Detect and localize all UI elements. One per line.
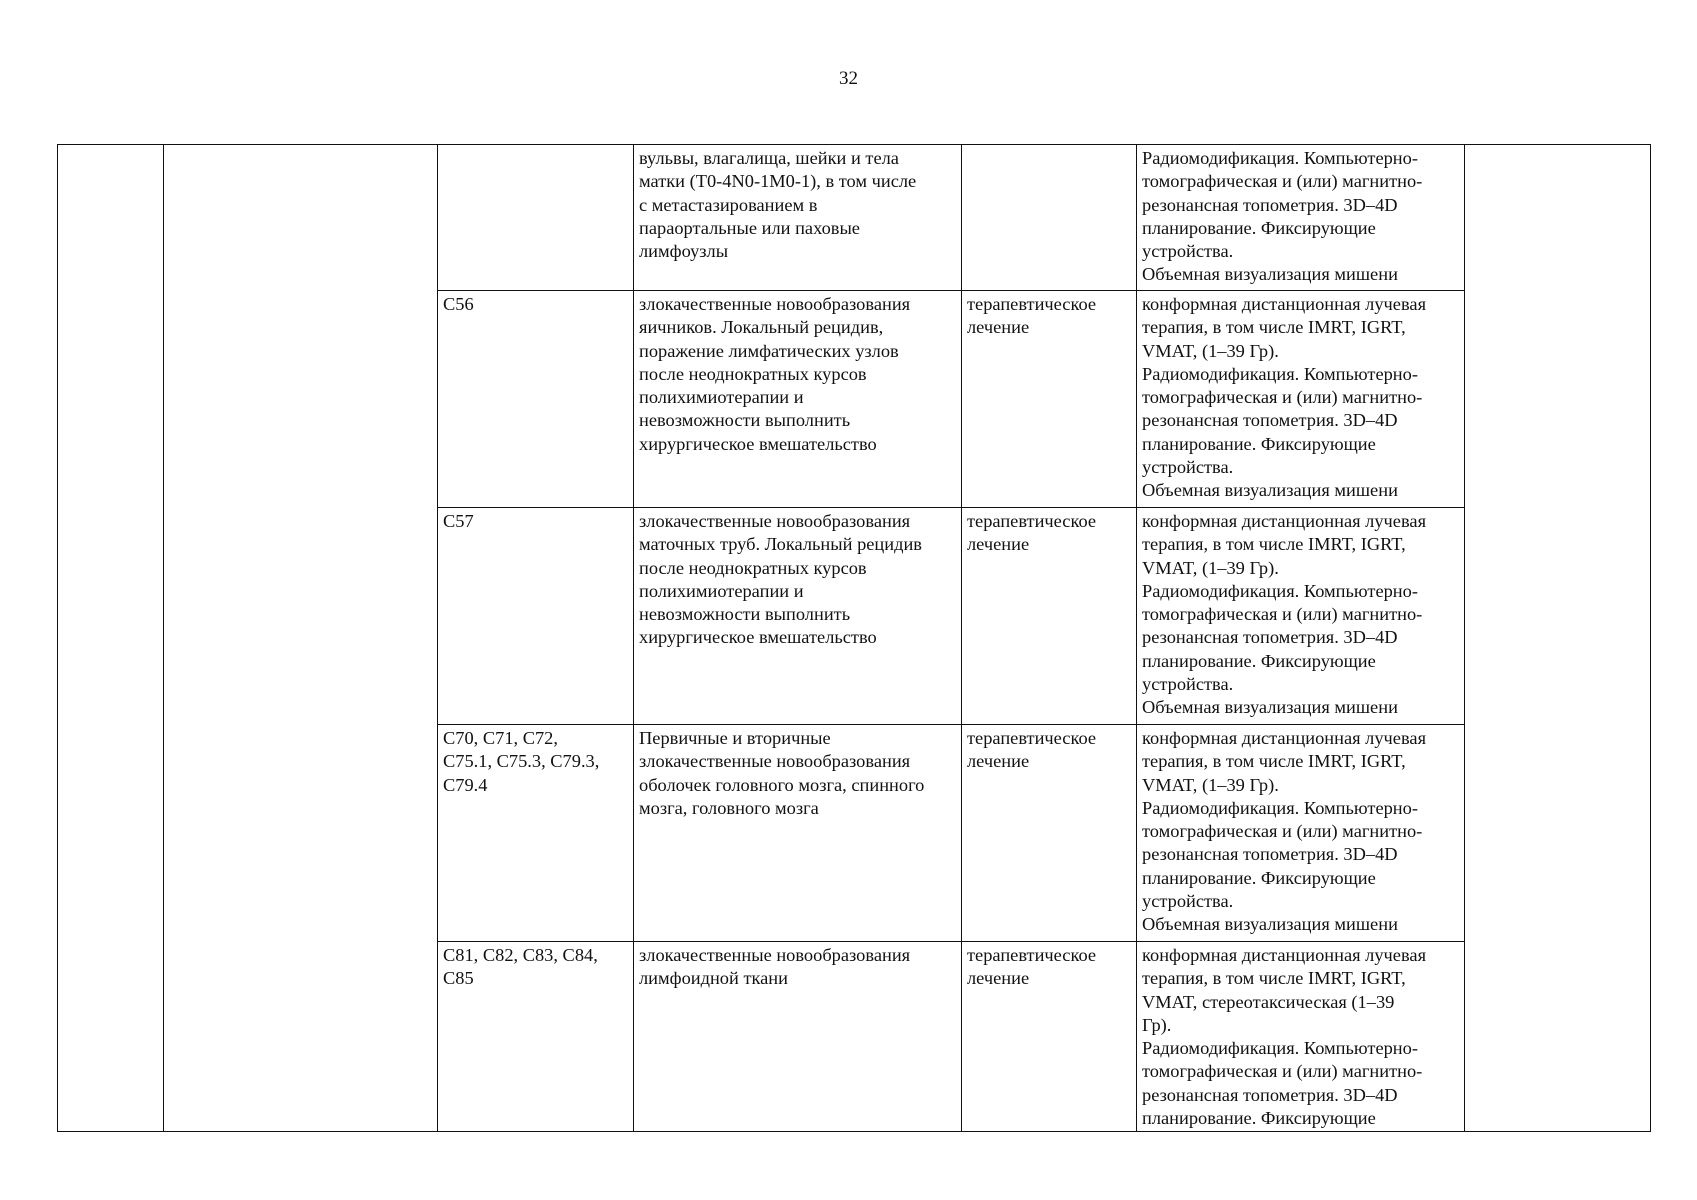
page-number: 32 xyxy=(839,68,858,89)
icd-code-cell: C57 xyxy=(438,508,634,725)
table-row xyxy=(58,145,1651,291)
diagnosis-cell: вульвы, влагалища, шейки и тела матки (T0-4N0-1M0-1), в том числе с метастазированием в параортальные или паховые лимфоузлы xyxy=(634,145,962,291)
treatment-type-cell: терапевтическое лечение xyxy=(962,291,1137,508)
treatment-method-cell: конформная дистанционная лучевая терапия, в том числе IMRT, IGRT, VMAT, (1–39 Гр). Радиомодификация. Компьютерно- томографическая и (или) магнитно- резонансная топометрия. 3D–4D планирование. Фиксирующие устройства. Объемная визуализация мишени xyxy=(1137,291,1465,508)
icd-code-cell: C56 xyxy=(438,291,634,508)
cost-cell xyxy=(1465,145,1651,1132)
diagnosis-cell: Первичные и вторичные злокачественные новообразования оболочек головного мозга, спинного мозга, головного мозга xyxy=(634,725,962,942)
icd-code-cell xyxy=(438,145,634,291)
treatment-type-cell: терапевтическое лечение xyxy=(962,942,1137,1132)
treatment-method-cell: конформная дистанционная лучевая терапия, в том числе IMRT, IGRT, VMAT, (1–39 Гр). Радиомодификация. Компьютерно- томографическая и (или) магнитно- резонансная топометрия. 3D–4D планирование. Фиксирующие устройства. Объемная визуализация мишени xyxy=(1137,508,1465,725)
treatment-method-cell: Радиомодификация. Компьютерно- томографическая и (или) магнитно- резонансная топометрия. 3D–4D планирование. Фиксирующие устройства. Объемная визуализация мишени xyxy=(1137,145,1465,291)
treatment-type-cell: терапевтическое лечение xyxy=(962,508,1137,725)
treatment-method-cell: конформная дистанционная лучевая терапия, в том числе IMRT, IGRT, VMAT, (1–39 Гр). Радиомодификация. Компьютерно- томографическая и (или) магнитно- резонансная топометрия. 3D–4D планирование. Фиксирующие устройства. Объемная визуализация мишени xyxy=(1137,725,1465,942)
icd-code-cell: C81, C82, C83, C84, C85 xyxy=(438,942,634,1132)
treatment-method-cell: конформная дистанционная лучевая терапия, в том числе IMRT, IGRT, VMAT, стереотаксическая (1–39 Гр). Радиомодификация. Компьютерно- томографическая и (или) магнитно- резонансная топометрия. 3D–4D планирование. Фиксирующие xyxy=(1137,942,1465,1132)
diagnosis-cell: злокачественные новообразования яичников. Локальный рецидив, поражение лимфатических узлов после неоднократных курсов полихимиотерапии и невозможности выполнить хирургическое вмешательство xyxy=(634,291,962,508)
treatment-type-cell xyxy=(962,145,1137,291)
treatment-type-cell: терапевтическое лечение xyxy=(962,725,1137,942)
number-cell xyxy=(58,145,164,1132)
icd-code-cell: C70, C71, C72, C75.1, C75.3, C79.3, C79.4 xyxy=(438,725,634,942)
diagnosis-cell: злокачественные новообразования лимфоидной ткани xyxy=(634,942,962,1132)
treatment-table xyxy=(57,144,1651,1132)
diagnosis-cell: злокачественные новообразования маточных труб. Локальный рецидив после неоднократных курсов полихимиотерапии и невозможности выполнить хирургическое вмешательство xyxy=(634,508,962,725)
procedure-name-cell xyxy=(164,145,438,1132)
